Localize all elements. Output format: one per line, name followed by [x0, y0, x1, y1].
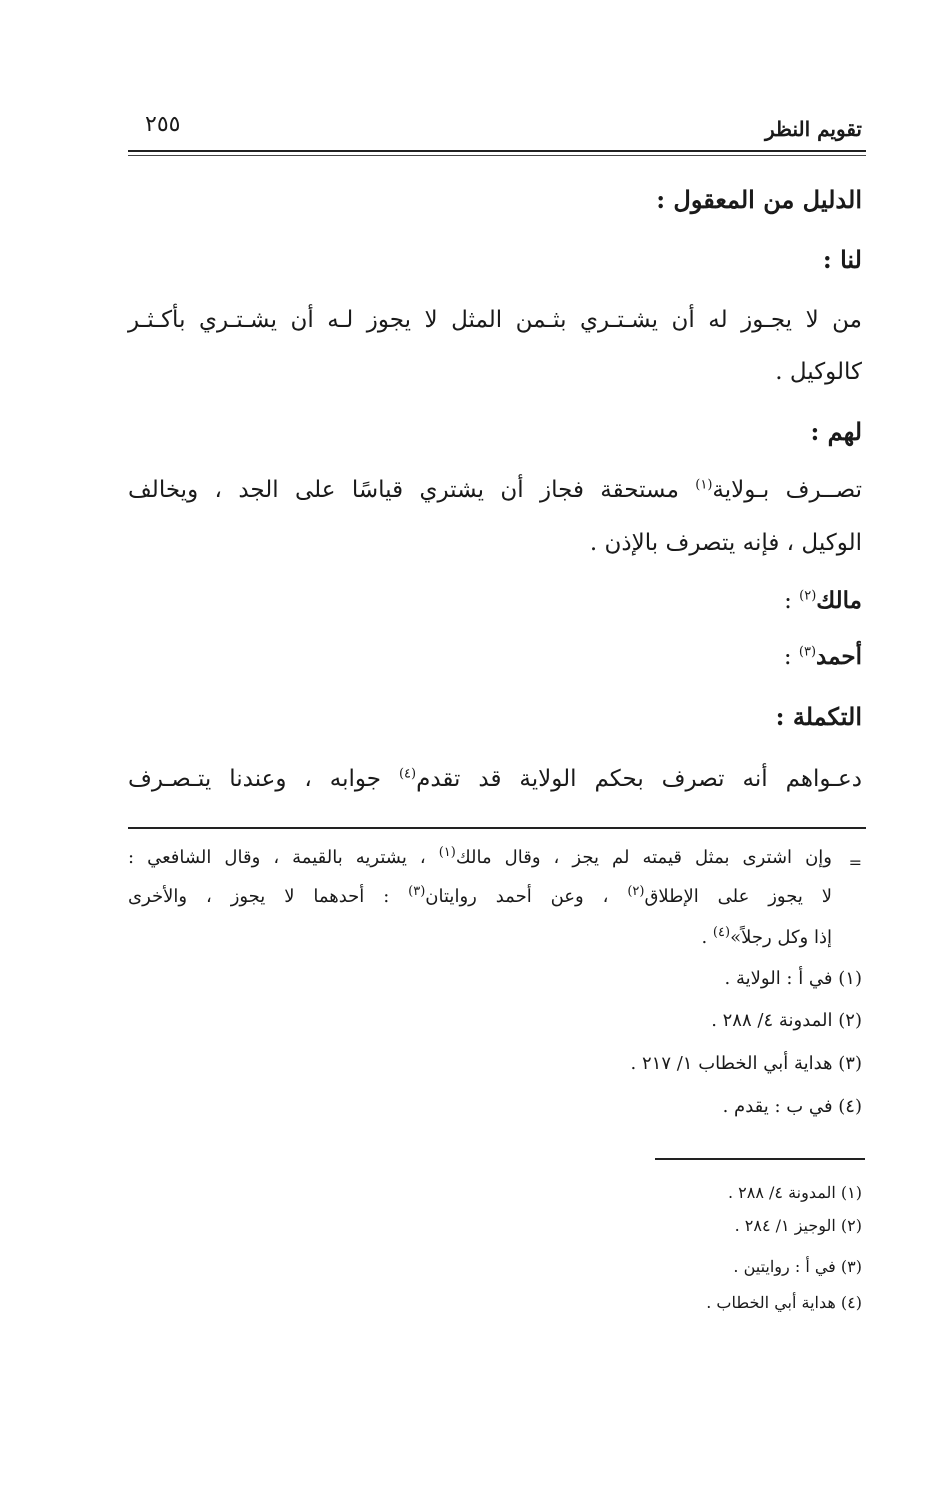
footnote-lower-4: (٤) هداية أبي الخطاب .	[706, 1293, 862, 1312]
page-number: ٢٥٥	[145, 112, 181, 137]
heading-takmila: التكملة :	[775, 702, 862, 731]
label-ahmad: أحمد$^{(٣)}$ :	[783, 643, 862, 670]
footnote-ref-1: (١)	[695, 477, 713, 493]
footnote-continued-line-2: لا يجوز على الإطلاق$^{(٢)}$ ، وعن أحمد روايتان$^{(٣)}$ : أحدهما لا يجوز ، والأخرى	[128, 884, 833, 907]
running-header-title: تقويم النظر	[765, 117, 862, 141]
footnote-upper-2: (٢) المدونة ٤/ ٢٨٨ .	[711, 1010, 862, 1031]
header-rule	[128, 150, 866, 152]
heading-lahum: لهم :	[810, 417, 862, 446]
footnote-continued-line-1: وإن اشترى بمثل قيمته لم يجز ، وقال مالك$^{(١)}$ ، يشتريه بالقيمة ، وقال الشافعي :	[128, 845, 832, 868]
footnote-lower-1: (١) المدونة ٤/ ٢٨٨ .	[727, 1183, 862, 1202]
continuation-mark: =	[848, 853, 862, 872]
footnote-ref-4: (٤)	[398, 766, 417, 782]
paragraph-lahum-line-1: تصــرف بـولاية$^{(١)}$ مستحقة فجاز أن يشتري قياسًا على الجد ، ويخالف	[128, 477, 862, 503]
footnote-upper-4: (٤) في ب : يقدم .	[722, 1096, 862, 1117]
footnote-lower-2: (٢) الوجيز ١/ ٢٨٤ .	[734, 1216, 862, 1235]
footnote-separator-lower	[655, 1158, 865, 1160]
label-malik: مالك$^{(٢)}$ :	[784, 587, 862, 614]
paragraph-takmila-line-1: دعـواهم أنه تصرف بحكم الولاية قد تقدم$^{(٤)}$ جوابه ، وعندنا يتـصـرف	[128, 766, 862, 792]
footnote-ref-2: (٢)	[799, 588, 817, 604]
footnote-continued-line-3: إذا وكل رجلاً»$^{(٤)}$ .	[701, 925, 832, 948]
footnote-ref-3: (٣)	[798, 644, 817, 660]
heading-lana: لنا :	[822, 245, 862, 274]
paragraph-lana-line-1: من لا يجـوز له أن يشـتـري بثـمن المثل لا يجوز لـه أن يشـتـري بأكـثـر	[128, 307, 862, 333]
heading-rational-evidence: الدليل من المعقول :	[656, 185, 862, 214]
paragraph-lahum-line-2: الوكيل ، فإنه يتصرف بالإذن .	[589, 530, 862, 556]
header-rule-thin	[128, 155, 866, 156]
footnote-separator-upper	[128, 827, 866, 829]
footnote-upper-3: (٣) هداية أبي الخطاب ١/ ٢١٧ .	[630, 1053, 862, 1074]
footnote-upper-1: (١) في أ : الولاية .	[724, 968, 862, 989]
footnote-lower-3: (٣) في أ : روايتين .	[733, 1257, 862, 1276]
paragraph-lana-line-2: كالوكيل .	[775, 359, 862, 385]
